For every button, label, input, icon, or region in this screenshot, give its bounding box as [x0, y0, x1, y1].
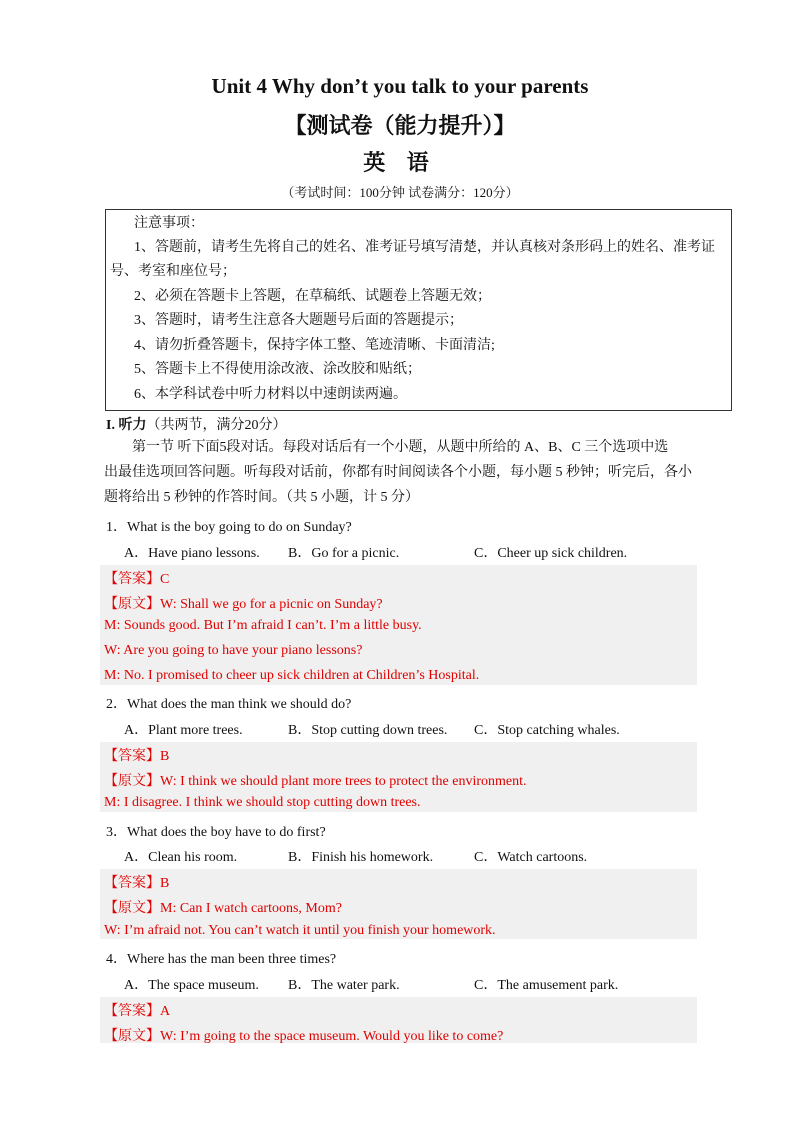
question-3-answer [104, 872, 169, 892]
section-name: 听力 [118, 418, 147, 433]
script-line: W: I think we should plant more trees to protect the environment. [160, 774, 527, 789]
answer-value: A [160, 1004, 171, 1019]
notice-item-3: 3、答题时，请考生注意各大题题号后面的答题提示； [134, 313, 463, 328]
question-1-option-c: C．Cheer up sick children. [474, 546, 628, 561]
question-3-script-1 [104, 897, 342, 917]
unit-title: Unit 4 Why don’t you talk to your parents [211, 74, 589, 98]
answer-value: B [160, 876, 170, 891]
part-instructions-3: 题将给出 5 秒钟的作答时间。（共 5 小题，计 5 分） [104, 490, 419, 505]
question-1-answer [104, 568, 169, 588]
paper-subtitle: 【测试卷（能力提升）】 [284, 113, 516, 138]
answer-tag: 【答案】 [104, 749, 160, 764]
question-1-script-4: M: No. I promised to cheer up sick children at Children’s Hospital. [104, 668, 480, 683]
exam-info: （考试时间：100分钟 试卷满分：120分） [281, 185, 519, 200]
notice-item-6: 6、本学科试卷中听力材料以中速朗读两遍。 [134, 387, 407, 402]
notice-box [105, 209, 732, 411]
script-tag: 【原文】 [104, 774, 160, 789]
script-tag: 【原文】 [104, 597, 160, 612]
part-instructions-2: 出最佳选项回答问题。听每段对话前，你都有时间阅读各个小题，每小题 5 秒钟；听完后，各小 [104, 465, 692, 480]
answer-tag: 【答案】 [104, 1004, 160, 1019]
question-1-option-a: A．Have piano lessons. [124, 546, 260, 561]
notice-item-1-cont: 号、考室和座位号； [110, 264, 236, 279]
question-4-option-b: B．The water park. [288, 978, 400, 993]
notice-item-4: 4、请勿折叠答题卡，保持字体工整、笔迹清晰、卡面清洁; [134, 338, 495, 353]
question-4-script-1 [104, 1025, 503, 1045]
question-2-option-c: C．Stop catching whales. [474, 723, 620, 738]
question-3-script-2: W: I’m afraid not. You can’t watch it until you finish your homework. [104, 923, 496, 938]
answer-tag: 【答案】 [104, 876, 160, 891]
question-1-stem: 1．What is the boy going to do on Sunday? [106, 520, 352, 535]
section-number: I. [106, 418, 115, 433]
answer-tag: 【答案】 [104, 572, 160, 587]
notice-item-2: 2、必须在答题卡上答题，在草稿纸、试题卷上答题无效； [134, 289, 491, 304]
question-2-stem: 2．What does the man think we should do? [106, 697, 352, 712]
notice-heading: 注意事项： [134, 216, 204, 231]
question-1-option-b: B．Go for a picnic. [288, 546, 400, 561]
question-4-stem: 4．Where has the man been three times? [106, 952, 337, 967]
subject-title: 英 语 [363, 150, 437, 175]
question-3-option-c: C．Watch cartoons. [474, 850, 588, 865]
notice-item-5: 5、答题卡上不得使用涂改液、涂改胶和贴纸； [134, 362, 421, 377]
question-2-script-2: M: I disagree. I think we should stop cutting down trees. [104, 795, 421, 810]
script-line: W: Shall we go for a picnic on Sunday? [160, 597, 383, 612]
section-heading [106, 414, 286, 434]
notice-item-1: 1、答题前，请考生先将自己的姓名、准考证号填写清楚，并认真核对条形码上的姓名、准考证 [134, 240, 715, 255]
question-3-option-a: A．Clean his room. [124, 850, 238, 865]
script-line: W: I’m going to the space museum. Would you like to come? [160, 1029, 504, 1044]
question-4-option-a: A．The space museum. [124, 978, 259, 993]
question-3-option-b: B．Finish his homework. [288, 850, 434, 865]
question-2-option-b: B．Stop cutting down trees. [288, 723, 448, 738]
answer-value: B [160, 749, 170, 764]
section-info: （共两节，满分20分） [146, 418, 287, 433]
question-1-script-1 [104, 593, 383, 613]
question-3-stem: 3．What does the boy have to do first? [106, 825, 326, 840]
script-tag: 【原文】 [104, 901, 160, 916]
question-2-option-a: A．Plant more trees. [124, 723, 243, 738]
question-1-script-3: W: Are you going to have your piano lessons? [104, 643, 363, 658]
question-1-script-2: M: Sounds good. But I’m afraid I can’t. I’m a little busy. [104, 618, 422, 633]
question-4-option-c: C．The amusement park. [474, 978, 619, 993]
question-2-answer [104, 745, 169, 765]
script-line: M: Can I watch cartoons, Mom? [160, 901, 342, 916]
answer-value: C [160, 572, 170, 587]
question-4-answer [104, 1000, 170, 1020]
script-tag: 【原文】 [104, 1029, 160, 1044]
question-2-script-1 [104, 770, 527, 790]
part-instructions-1: 第一节 听下面5段对话。每段对话后有一个小题，从题中所给的 A、B、C 三个选项中选 [132, 440, 669, 455]
